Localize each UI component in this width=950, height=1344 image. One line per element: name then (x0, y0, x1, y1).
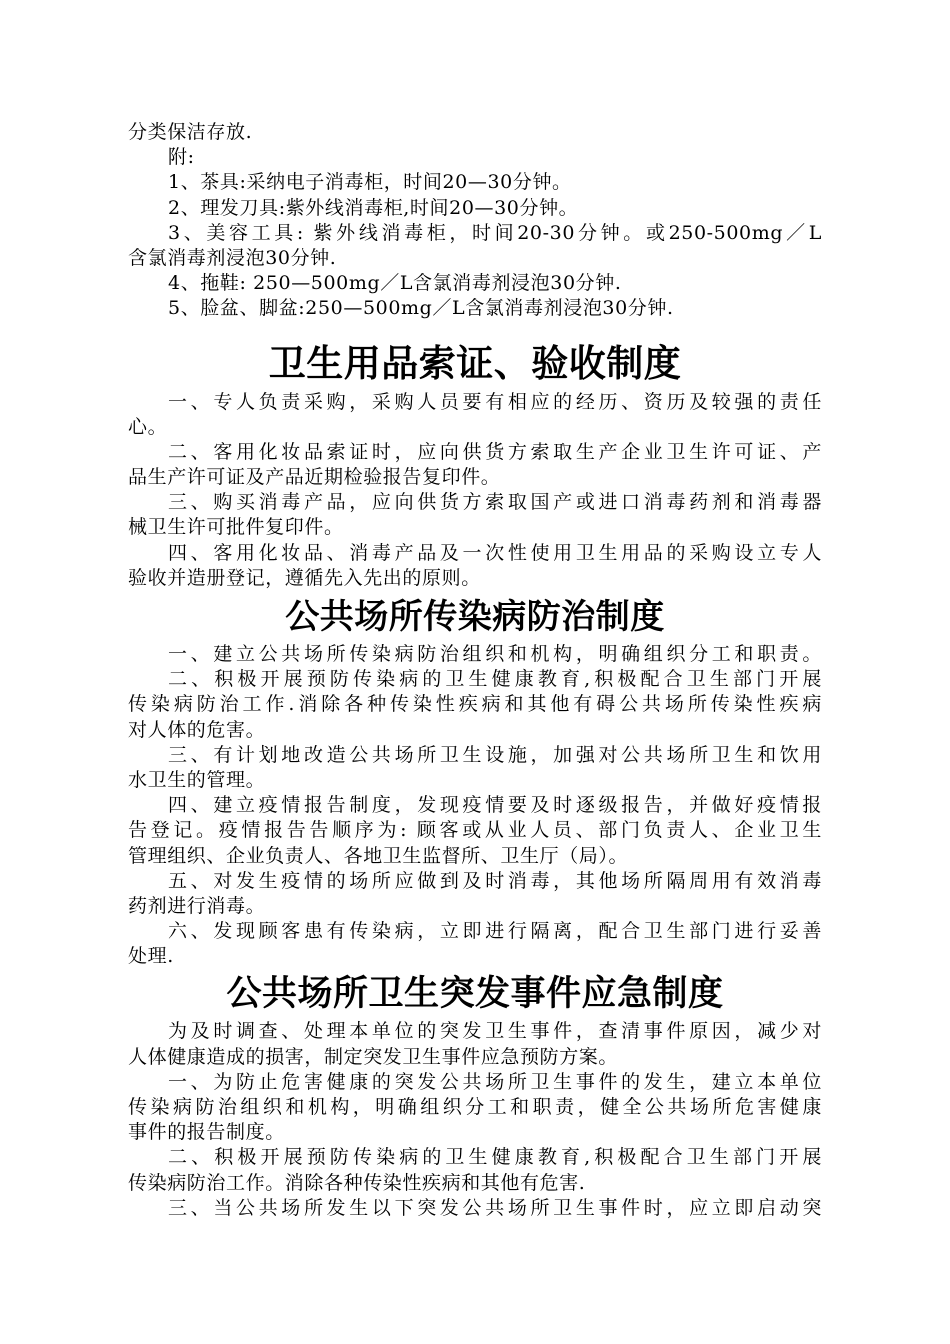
paragraph-line: 三、当公共场所发生以下突发公共场所卫生事件时，应立即启动突 (168, 1196, 822, 1219)
paragraph-line: 三、有计划地改造公共场所卫生设施，加强对公共场所卫生和饮用 (168, 743, 822, 766)
paragraph-line: 五、对发生疫情的场所应做到及时消毒，其他场所隔周用有效消毒 (168, 869, 822, 892)
section-emergency (128, 973, 822, 1221)
paragraph-line: 六、发现顾客患有传染病，立即进行隔离，配合卫生部门进行妥善 (168, 920, 822, 943)
section-infectious-disease (128, 596, 822, 969)
paragraph-line: 4、拖鞋: 250—500mg／L含氯消毒剂浸泡30分钟. (168, 272, 622, 295)
paragraph-line: 分类保洁存放. (128, 121, 253, 143)
paragraph-line: 二、积极开展预防传染病的卫生健康教育,积极配合卫生部门开展 (168, 668, 822, 691)
paragraph-line: 三、购买消毒产品，应向供货方索取国产或进口消毒药剂和消毒器 (168, 491, 822, 514)
paragraph-line: 1、茶具:采纳电子消毒柜，时间20—30分钟。 (168, 171, 572, 194)
paragraph-line: 一、为防止危害健康的突发公共场所卫生事件的发生，建立本单位 (168, 1070, 822, 1093)
paragraph-line: 人体健康造成的损害，制定突发卫生事件应急预防方案。 (128, 1045, 619, 1068)
paragraph-line: 2、理发刀具:紫外线消毒柜,时间20—30分钟。 (168, 196, 579, 219)
paragraph-line: 附: (168, 146, 195, 169)
paragraph-line: 含氯消毒剂浸泡30分钟. (128, 246, 337, 269)
paragraph-line: 处理. (128, 945, 174, 968)
paragraph-line: 传染病防治工作.消除各种传染性疾病和其他有碍公共场所传染性疾病 (128, 693, 822, 716)
paragraph-line: 对人体的危害。 (128, 718, 266, 741)
paragraph-line: 二、客用化妆品索证时，应向供货方索取生产企业卫生许可证、产 (168, 440, 822, 463)
paragraph-line: 传染病防治工作。消除各种传染性疾病和其他有危害. (128, 1171, 586, 1194)
paragraph-line: 3、美容工具: 紫外线消毒柜，时间20-30分钟。或250-500mg／L (168, 221, 822, 244)
paragraph-line: 为及时调查、处理本单位的突发卫生事件，查清事件原因，减少对 (168, 1020, 822, 1043)
paragraph-line: 水卫生的管理。 (128, 768, 266, 791)
paragraph-line: 心。 (128, 415, 168, 438)
paragraph-line: 验收并造册登记，遵循先入先出的原则。 (128, 566, 481, 589)
paragraph-line: 四、客用化妆品、消毒产品及一次性使用卫生用品的采购设立专人 (168, 541, 822, 564)
section-title: 卫生用品索证、验收制度 (268, 341, 682, 385)
section-title: 公共场所传染病防治制度 (285, 597, 665, 637)
paragraph-line: 品生产许可证及产品近期检验报告复印件。 (128, 466, 501, 489)
paragraph-line: 传染病防治组织和机构，明确组织分工和职责，健全公共场所危害健康 (128, 1096, 822, 1118)
paragraph-line: 5、脸盆、脚盆:250—500mg／L含氯消毒剂浸泡30分钟. (168, 297, 674, 320)
paragraph-line: 械卫生许可批件复印件。 (128, 516, 344, 539)
paragraph-line: 二、积极开展预防传染病的卫生健康教育,积极配合卫生部门开展 (168, 1146, 822, 1169)
document-page (128, 120, 822, 1221)
section-title: 公共场所卫生突发事件应急制度 (226, 974, 724, 1015)
intro-block (128, 120, 822, 322)
paragraph-line: 一、建立公共场所传染病防治组织和机构，明确组织分工和职责。 (168, 643, 822, 665)
paragraph-line: 告登记。疫情报告告顺序为: 顾客或从业人员、部门负责人、企业卫生 (128, 819, 822, 842)
paragraph-line: 四、建立疫情报告制度，发现疫情要及时逐级报告，并做好疫情报 (168, 794, 822, 817)
paragraph-line: 一、专人负责采购，采购人员要有相应的经历、资历及较强的责任 (168, 390, 822, 413)
section-hygiene-products (128, 342, 822, 592)
paragraph-line: 管理组织、企业负责人、各地卫生监督所、卫生厅（局）。 (128, 844, 629, 867)
paragraph-line: 事件的报告制度。 (128, 1121, 285, 1144)
paragraph-line: 药剂进行消毒。 (128, 894, 266, 917)
